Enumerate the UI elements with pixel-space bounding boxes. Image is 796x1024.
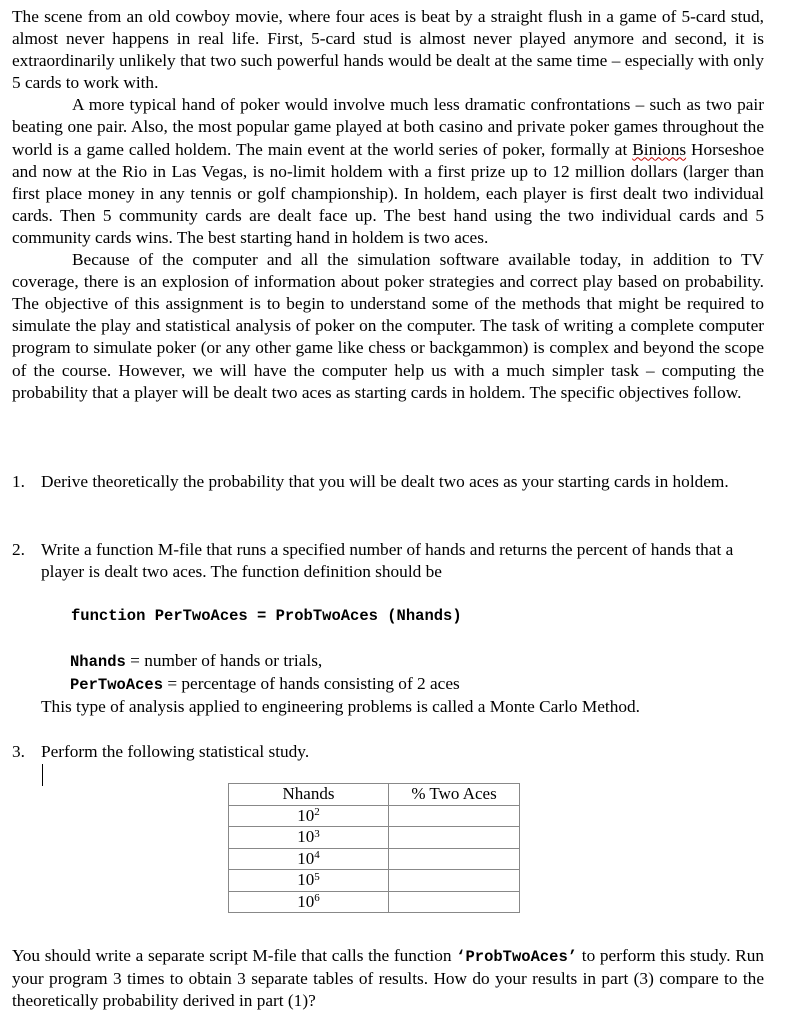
table-cell-percent[interactable]: [389, 891, 520, 913]
intro-text: [12, 6, 764, 404]
paragraph-3: Because of the computer and all the simulation software available today, in addition to TV coverage, there is an explosion of information about poker strategies and correct play based on probability. The objective of this assignment is to begin to understand some of the methods that might be required to simulate the play and statistical analysis of poker on the computer. The task of writing a complete computer program to simulate poker (or any other game like chess or backgammon) is complex and beyond the scope of the course. However, we will have the computer help us with a much simpler task – computing the probability that a player will be dealt two aces as starting cards in holdem. The specific objectives follow.: [12, 250, 764, 402]
table-cell-nhands: $10^2$: [229, 805, 389, 827]
study-table: [228, 783, 520, 913]
list-item-3: [12, 741, 764, 763]
table-row: [229, 870, 520, 892]
table-cell-percent[interactable]: [389, 848, 520, 870]
list-number: 1.: [12, 472, 25, 491]
table-cell-nhands: $10^4$: [229, 848, 389, 870]
paragraph-2-part-b: Horseshoe and now at the Rio in Las Vegas, is no-limit holdem with a first prize up to 12 million dollars (larger than first place money in any tennis or golf championship). In holdem, each player is first dealt two individual cards. Then 5 community cards are dealt face up. The best hand using the two individual cards and 5 community cards wins. The best starting hand in holdem is two aces.: [12, 139, 764, 247]
paragraph-1: The scene from an old cowboy movie, where four aces is beat by a straight flush in a game of 5-card stud, almost never happens in real life. First, 5-card stud is almost never played anymore and second, it is extraordinarily unlikely that two such powerful hands would be dealt at the same time – especially with only 5 cards to work with.: [12, 7, 764, 93]
closing-text-a: You should write a separate script M-file that calls the function: [12, 946, 457, 965]
paragraph-2-part-a: A more typical hand of poker would involve much less dramatic confrontations – such as two pair beating one pair. Also, the most popular game played at both casino and private poker games throughout the world is a game called holdem. The main event at the world series of poker, formally at: [12, 95, 764, 159]
closing-text-b: to perform this study. Run your program 3 times to obtain 3 separate tables of results. How do your results in part (3) compare to the theoretically probability derived in part (1)?: [12, 946, 764, 1011]
definition-text: = number of hands or trials,: [125, 651, 323, 670]
definition-text: = percentage of hands consisting of 2 aces: [163, 674, 460, 693]
table-header-row: [229, 784, 520, 806]
table-header-nhands: Nhands: [229, 784, 389, 806]
definition-nhands: [70, 650, 322, 673]
table-cell-nhands: $10^5$: [229, 870, 389, 892]
definition-pertwoaces: [70, 673, 460, 696]
table-cell-nhands: $10^6$: [229, 891, 389, 913]
list-item-2: [12, 539, 764, 583]
function-definition-code: function PerTwoAces = ProbTwoAces (Nhands): [71, 607, 462, 625]
table-cell-percent[interactable]: [389, 827, 520, 849]
definition-variable: Nhands: [70, 653, 126, 671]
list-item-text: Write a function M-file that runs a specified number of hands and returns the percent of hands that a player is dealt two aces. The function definition should be: [41, 540, 734, 582]
list-number: 3.: [12, 742, 25, 761]
table-row: [229, 827, 520, 849]
table-row: [229, 848, 520, 870]
table-row: [229, 805, 520, 827]
table-cell-nhands: $10^3$: [229, 827, 389, 849]
list-item-1: [12, 471, 764, 493]
list-item-text: Derive theoretically the probability that you will be dealt two aces as your starting cards in holdem.: [41, 472, 729, 491]
text-cursor: [42, 764, 43, 786]
table-row: [229, 891, 520, 913]
table-cell-percent[interactable]: [389, 870, 520, 892]
paragraph-2: [12, 94, 764, 249]
closing-code: ‘ProbTwoAces’: [456, 948, 578, 966]
table-header-percent: % Two Aces: [389, 784, 520, 806]
misspelled-word: Binions: [632, 139, 687, 159]
list-item-text: Perform the following statistical study.: [41, 742, 310, 761]
table-cell-percent[interactable]: [389, 805, 520, 827]
monte-carlo-note: This type of analysis applied to engineering problems is called a Monte Carlo Method.: [41, 697, 640, 716]
closing-paragraph: [12, 945, 764, 1012]
list-number: 2.: [12, 540, 25, 559]
definition-variable: PerTwoAces: [70, 676, 164, 694]
